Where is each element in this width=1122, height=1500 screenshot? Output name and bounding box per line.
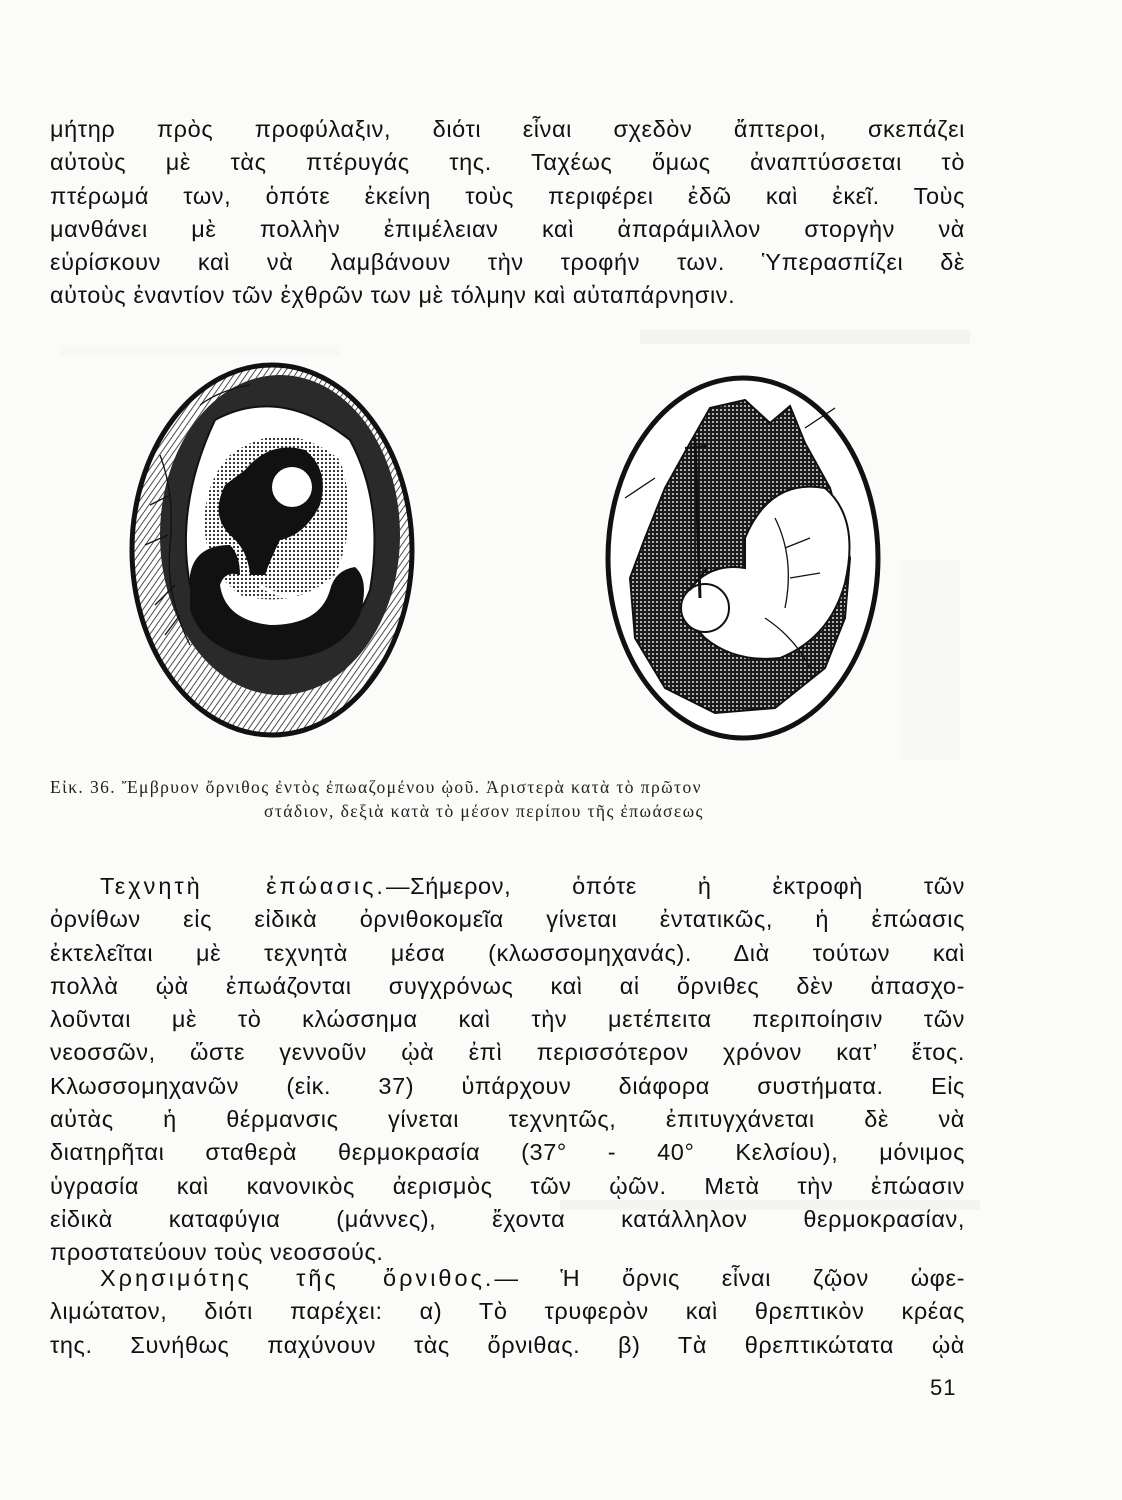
text-line: εἰδικὰ καταφύγια (μάννες), ἔχοντα κατάλληλον θερμοκρασίαν, — [50, 1205, 965, 1232]
figure-caption — [50, 775, 965, 823]
text-line: εὑρίσκουν καὶ νὰ λαμβάνουν τὴν τροφήν των. Ὑπερασπίζει δὲ — [50, 249, 965, 276]
text-line: της. Συνήθως παχύνουν τὰς ὄρνιθας. β) Τὰ θρεπτικώτατα ᾠὰ — [50, 1331, 965, 1358]
text-fragment: —Σήμερον, ὁπότε ἡ ἐκτροφὴ τῶν — [385, 873, 965, 899]
text-line: πολλὰ ᾠὰ ἐπωάζονται συγχρόνως καὶ αἱ ὄρνιθες δὲν ἀπασχο- — [50, 972, 965, 999]
caption-line-1: Εἰκ. 36. Ἔμβρυον ὄρνιθος ἐντὸς ἐπωαζομένου ᾠοῦ. Ἀριστερὰ κατὰ τὸ πρῶτον — [50, 777, 702, 797]
egg-middle-stage-illustration — [595, 368, 890, 743]
page-number: 51 — [930, 1375, 957, 1400]
paragraph-artificial-incubation — [50, 870, 965, 1270]
text-line: αὐτοὺς μὲ τὰς πτέρυγάς της. Ταχέως ὅμως ἀναπτύσσεται τὸ — [50, 149, 965, 176]
text-line: αὐτοὺς ἐναντίον τῶν ἐχθρῶν των μὲ τόλμην καὶ αὐταπάρνησιν. — [50, 282, 736, 309]
egg-early-stage-illustration — [120, 345, 425, 745]
text-line: ἐκτελεῖται μὲ τεχνητὰ μέσα (κλωσσομηχανάς). Διὰ τούτων καὶ — [50, 939, 965, 966]
text-line: λιμώτατον, διότι παρέχει: α) Τὸ τρυφερὸν καὶ θρεπτικὸν κρέας — [50, 1298, 965, 1325]
text-line: νεοσσῶν, ὥστε γεννοῦν ᾠὰ ἐπὶ περισσότερον χρόνον κατ’ ἔτος. — [50, 1039, 965, 1066]
section-heading: Τεχνητὴ ἐπώασις. — [100, 873, 386, 899]
section-heading: Χρησιμότης τῆς ὄρνιθος. — [100, 1265, 495, 1291]
text-line: μήτηρ πρὸς προφύλαξιν, διότι εἶναι σχεδὸν ἄπτεροι, σκεπάζει — [50, 116, 965, 142]
text-line: Κλωσσομηχανῶν (εἰκ. 37) ὑπάρχουν διάφορα συστήματα. Εἰς — [50, 1072, 965, 1099]
text-line-first — [50, 1262, 965, 1295]
text-line: ὀρνίθων εἰς εἰδικὰ ὀρνιθοκομεῖα γίνεται ἐντατικῶς, ἡ ἐπώασις — [50, 906, 965, 933]
text-line: λοῦνται μὲ τὸ κλώσσημα καὶ τὴν μετέπειτα περιποίησιν τῶν — [50, 1006, 965, 1033]
text-line: αὐτὰς ἡ θέρμανσις γίνεται τεχνητῶς, ἐπιτυγχάνεται δὲ νὰ — [50, 1106, 965, 1133]
text-line: μανθάνει μὲ πολλὴν ἐπιμέλειαν καὶ ἀπαράμιλλον στοργὴν νὰ — [50, 215, 965, 242]
caption-line-2: στάδιον, δεξιὰ κατὰ τὸ μέσον περίπου τῆς ἐπωάσεως — [264, 801, 704, 821]
paragraph-usefulness — [50, 1262, 965, 1362]
text-fragment: — Ἡ ὄρνις εἶναι ζῷον ὠφε- — [494, 1265, 965, 1291]
text-line-first — [50, 870, 965, 903]
text-line: διατηρῆται σταθερὰ θερμοκρασία (37° - 40° Κελσίου), μόνιμος — [50, 1139, 965, 1166]
paragraph-intro — [50, 113, 965, 313]
text-line: πτέρωμά των, ὁπότε ἐκείνη τοὺς περιφέρει ἐδῶ καὶ ἐκεῖ. Τοὺς — [50, 182, 965, 209]
text-line: προστατεύουν τοὺς νεοσσούς. — [50, 1239, 384, 1266]
text-line: ὑγρασία καὶ κανονικὸς ἀερισμὸς τῶν ᾠῶν. Μετὰ τὴν ἐπώασιν — [50, 1172, 965, 1199]
